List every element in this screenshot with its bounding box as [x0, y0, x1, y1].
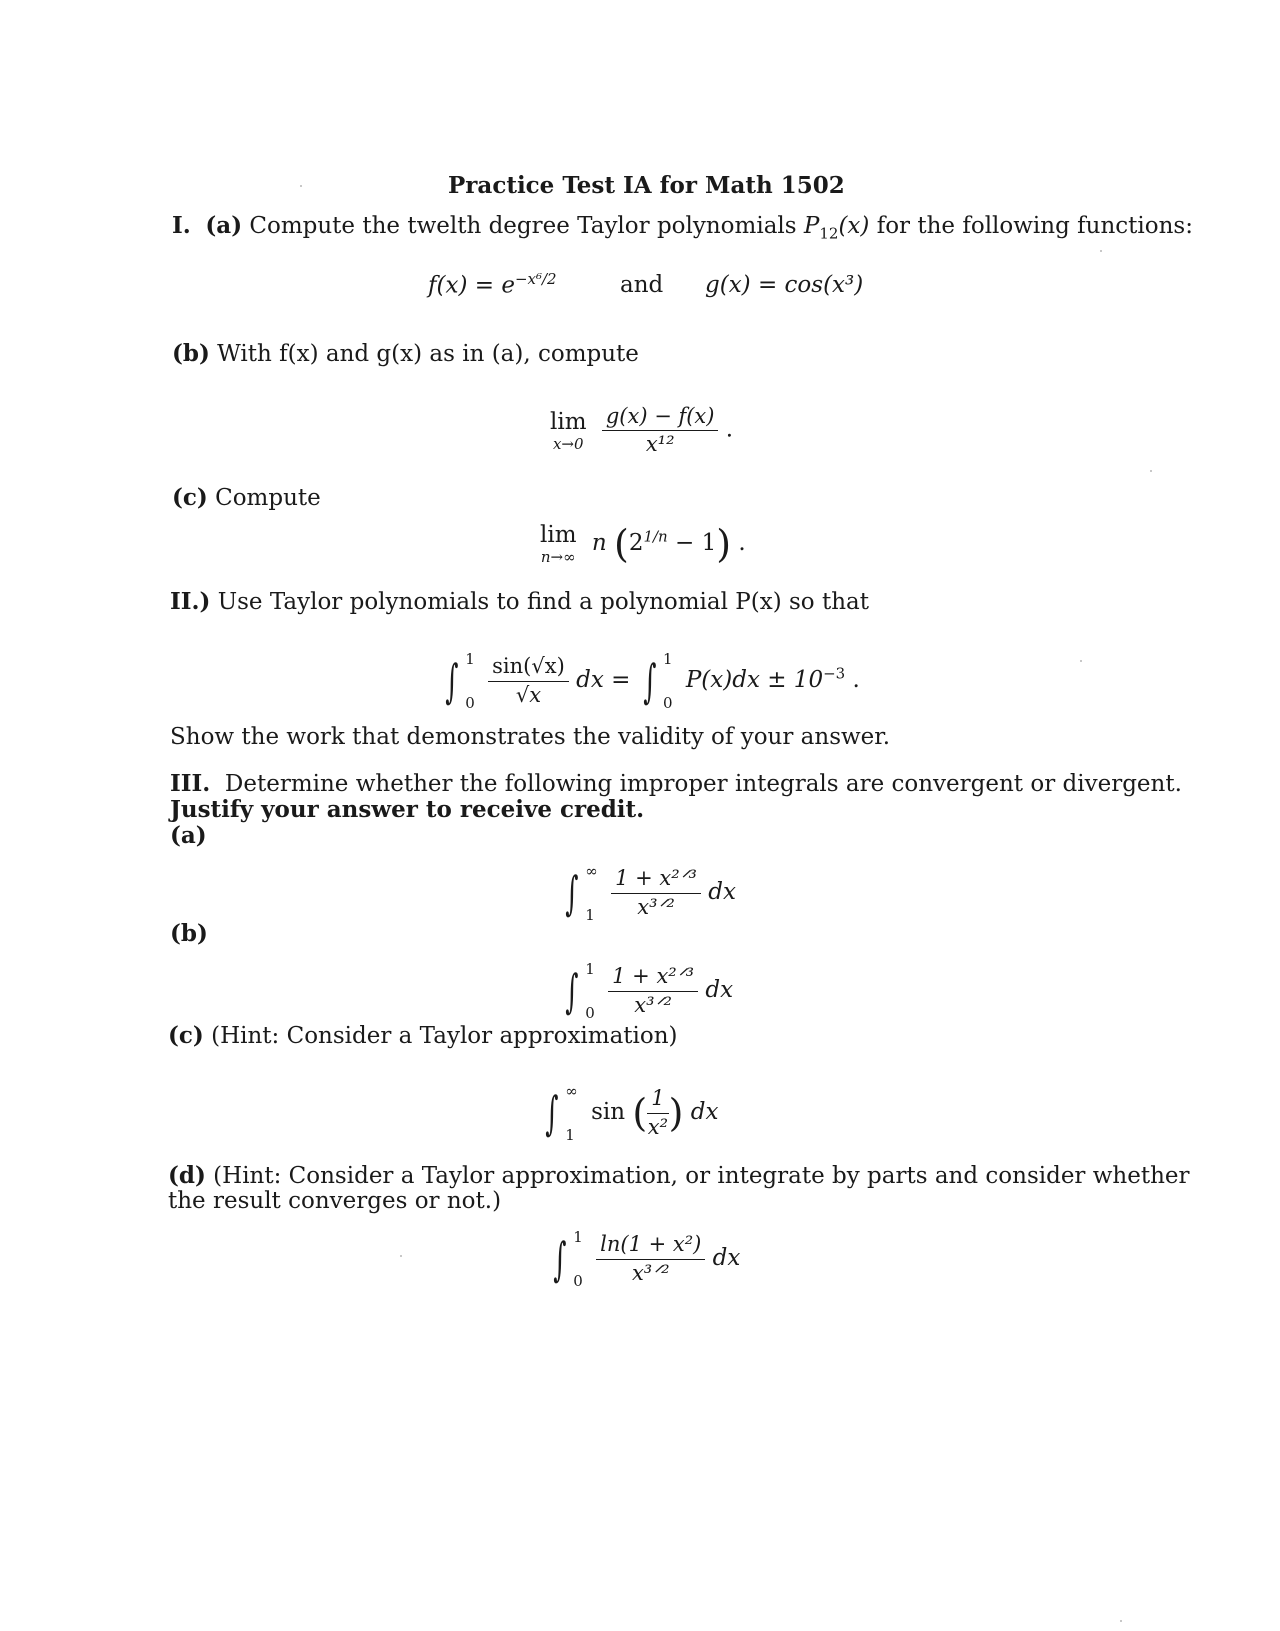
lhs-dx: dx = — [576, 667, 631, 693]
fraction-3a-den: x³ᐟ² — [637, 894, 675, 919]
part-b-label: (b) — [172, 340, 210, 367]
part-3c-line — [168, 1022, 678, 1049]
scan-speck — [300, 185, 302, 187]
g-definition: g(x) = cos(x³) — [705, 272, 864, 298]
integral-sign-3b: ∫ — [565, 964, 579, 1018]
fraction-3a — [611, 867, 701, 918]
problem-1-label: I. — [172, 212, 191, 239]
part-c-text: Compute — [215, 485, 321, 511]
lower-limit-3a: 1 — [585, 906, 595, 924]
show-work-line: Show the work that demonstrates the validity of your answer. — [170, 724, 891, 750]
lower-limit-3c: 1 — [565, 1126, 575, 1144]
dx-3b: dx — [705, 977, 734, 1003]
integral-limits-3d — [573, 1228, 583, 1290]
fraction-b-den: x¹² — [645, 432, 675, 457]
limit-c-n: n — [591, 530, 607, 556]
limit-c — [540, 522, 746, 566]
integral-3a — [560, 862, 736, 924]
lower-limit-3d: 0 — [573, 1272, 583, 1290]
page-title: Practice Test IA for Math 1502 — [448, 172, 845, 199]
justify-line: Justify your answer to receive credit. — [170, 796, 645, 823]
scan-speck — [1150, 470, 1152, 472]
problem-1-line — [172, 212, 1193, 243]
part-3c-text: (Hint: Consider a Taylor approximation) — [211, 1023, 678, 1049]
rhs-period: . — [852, 667, 860, 693]
part-c-label: (c) — [172, 484, 208, 511]
integrand-fraction — [488, 655, 569, 706]
right-paren-3c: ) — [668, 1091, 684, 1135]
upper-limit-3d: 1 — [573, 1228, 583, 1246]
sin-word: sin — [591, 1099, 626, 1125]
part-3d-text: (Hint: Consider a Taylor approximation, or integrate by parts and consider whether — [213, 1163, 1190, 1189]
fraction-3b-den: x³ᐟ² — [634, 992, 672, 1017]
limit-c-base: 2 — [628, 530, 644, 556]
integrand-num: sin(√x) — [488, 655, 569, 681]
integral-limits-3b — [585, 960, 595, 1022]
taylor-poly-sub: 12 — [819, 224, 839, 243]
upper-limit-2: 1 — [662, 650, 673, 668]
part-3a-label: (a) — [170, 822, 207, 849]
part-a-tail: for the following functions: — [876, 213, 1193, 239]
rhs-exp: −3 — [823, 664, 846, 683]
f-lhs: f(x) = e — [428, 272, 515, 299]
f-definition — [428, 270, 557, 299]
left-paren-3c: ( — [632, 1091, 648, 1135]
lim-under-c: n→∞ — [540, 548, 576, 566]
taylor-poly-arg: (x) — [838, 213, 870, 239]
integral-sign-3d: ∫ — [553, 1232, 567, 1286]
part-a-label: (a) — [205, 212, 243, 239]
part-c-line — [172, 484, 321, 511]
left-paren: ( — [613, 522, 629, 566]
part-b-line — [172, 340, 639, 367]
scan-speck — [400, 1255, 402, 1257]
integral-sign-2: ∫ — [643, 654, 657, 708]
problem-3-text: Determine whether the following improper integrals are convergent or divergent. — [224, 771, 1182, 797]
limit-c-exp: 1/n — [643, 527, 668, 546]
fraction-b-num: g(x) − f(x) — [602, 405, 719, 431]
dx-3a: dx — [708, 879, 736, 905]
lim-operator-b — [550, 409, 587, 453]
lower-limit-2: 0 — [662, 694, 673, 712]
problem-3-label: III. — [170, 770, 211, 797]
part-b-text: With f(x) and g(x) as in (a), compute — [217, 341, 639, 367]
upper-limit-3c: ∞ — [565, 1082, 578, 1100]
integral-3b — [560, 960, 733, 1022]
taylor-poly-symbol: P — [803, 213, 820, 239]
integral-sign: ∫ — [445, 654, 459, 708]
limit-c-period: . — [738, 530, 746, 556]
limit-b — [550, 405, 733, 456]
integral-limits — [465, 650, 475, 712]
part-3c-label: (c) — [168, 1022, 204, 1049]
problem-2-line — [170, 588, 869, 615]
lim-word: lim — [550, 408, 587, 435]
right-paren: ) — [716, 522, 732, 566]
lim-under: x→0 — [552, 434, 584, 453]
part-3b-label: (b) — [170, 920, 208, 947]
limit-b-period: . — [725, 416, 734, 443]
fraction-3c-num: 1 — [647, 1087, 668, 1113]
limit-c-tail: − 1 — [675, 530, 717, 556]
lower-limit: 0 — [465, 694, 475, 712]
and-word: and — [620, 272, 664, 298]
integral-limits-3a — [585, 862, 598, 924]
lim-operator-c — [540, 522, 577, 566]
dx-3c: dx — [690, 1099, 719, 1125]
integral-sign-3a: ∫ — [565, 866, 579, 920]
part-3d-label: (d) — [168, 1162, 206, 1189]
problem-3-line — [170, 770, 1182, 797]
lim-word-c: lim — [540, 522, 577, 548]
problem-2-label: II.) — [170, 588, 211, 615]
scan-speck — [1120, 1620, 1122, 1622]
scan-speck — [1100, 250, 1102, 252]
fraction-3d — [596, 1233, 705, 1284]
integrand-den: √x — [515, 682, 542, 707]
part-3d-line-2: the result converges or not.) — [168, 1188, 502, 1214]
part-a-text: Compute the twelth degree Taylor polynomials — [249, 213, 797, 239]
integral-3c — [540, 1082, 718, 1144]
fraction-3c-den: x² — [647, 1114, 669, 1139]
integral-limits-2 — [663, 650, 673, 712]
lower-limit-3b: 0 — [585, 1004, 595, 1022]
rhs-expr: P(x)dx ± 10 — [685, 667, 824, 693]
upper-limit: 1 — [465, 650, 475, 668]
dx-3d: dx — [712, 1245, 741, 1271]
scan-speck — [1080, 660, 1082, 662]
fraction-3c — [647, 1087, 668, 1138]
part-3d-line — [168, 1162, 1190, 1189]
integral-sign-3c: ∫ — [545, 1086, 559, 1140]
fraction-3d-den: x³ᐟ² — [631, 1260, 670, 1285]
f-exponent: −x⁶/2 — [514, 270, 557, 288]
upper-limit-3b: 1 — [585, 960, 595, 978]
fraction-b — [602, 405, 719, 456]
fraction-3b — [608, 965, 698, 1016]
integral-limits-3c — [565, 1082, 578, 1144]
integral-3d — [548, 1228, 740, 1290]
integral-equation — [440, 650, 860, 712]
upper-limit-3a: ∞ — [585, 862, 598, 880]
fraction-3a-num: 1 + x²ᐟ³ — [611, 867, 701, 893]
fraction-3d-num: ln(1 + x²) — [596, 1233, 705, 1259]
fraction-3b-num: 1 + x²ᐟ³ — [608, 965, 698, 991]
problem-2-text: Use Taylor polynomials to find a polynomial P(x) so that — [217, 589, 869, 615]
